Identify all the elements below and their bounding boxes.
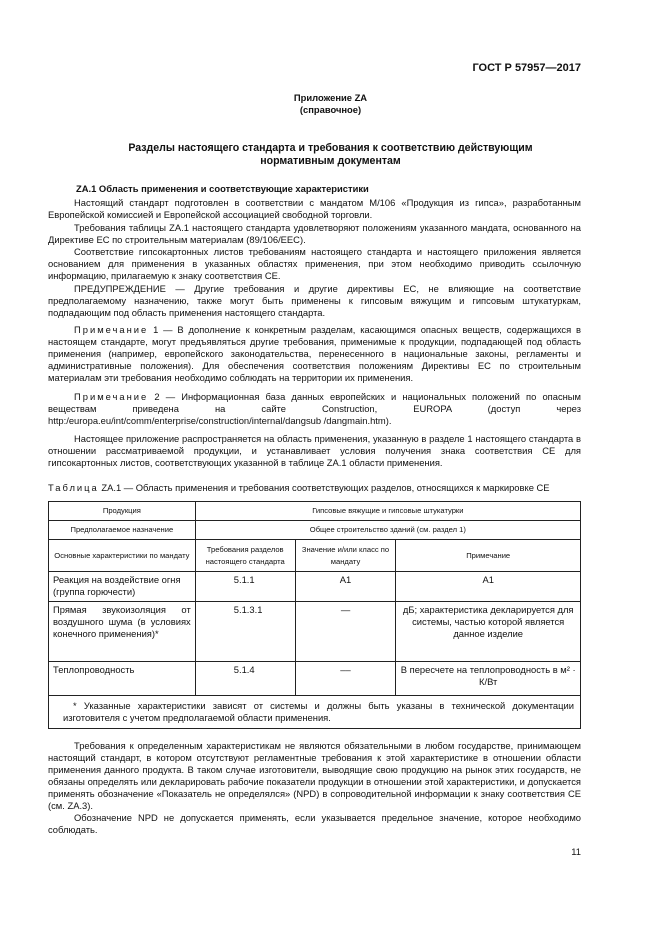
paragraph-mandate: Настоящий стандарт подготовлен в соответствии с мандатом М/106 «Продукция из гипса», разработанным Европейской комиссией и Европейской ассоциацией свободной торговли. xyxy=(48,197,581,220)
table-row xyxy=(49,572,581,602)
table-row-product xyxy=(49,502,581,521)
row-value: –– xyxy=(295,662,396,696)
use-value-cell: Общее строительство зданий (см. раздел 1) xyxy=(195,521,580,540)
table-row xyxy=(49,662,581,696)
row-note: А1 xyxy=(396,572,581,602)
row-note: дБ; характеристика декларируется для системы, частью которой является данное изделие xyxy=(396,602,581,662)
paragraph-npd: Обозначение NPD не допускается применять, если указывается предельное значение, которое необходимо соблюдать. xyxy=(48,812,581,835)
appendix-title: Приложение ZA xyxy=(293,92,368,103)
use-label-cell: Предполагаемое назначение xyxy=(49,521,196,540)
appendix-subtitle: (справочное) xyxy=(299,104,362,115)
table-footnote: * Указанные характеристики зависят от системы и должны быть указаны в технической документации изготовителя с учетом предполагаемой области применения. xyxy=(49,696,581,729)
standard-code: ГОСТ Р 57957—2017 xyxy=(472,62,581,74)
row-characteristic: Прямая звукоизоляция от воздушного шума (в условиях конечного применения)* xyxy=(49,602,196,662)
header-value-class: Значение и/или класс по мандату xyxy=(295,540,396,572)
row-section: 5.1.3.1 xyxy=(195,602,295,662)
header-note: Примечание xyxy=(396,540,581,572)
row-section: 5.1.1 xyxy=(195,572,295,602)
section-heading-line2: нормативным документам xyxy=(260,155,401,167)
table-row xyxy=(49,602,581,662)
paragraph-scope: Настоящее приложение распространяется на область применения, указанную в разделе 1 настоящего стандарта в отношении рассматриваемой продукции, и устанавливает условия получения знака соответствия СЕ для гипсокартонных листов, соответствующих указанной в таблице ZA.1 области применения. xyxy=(48,433,581,468)
row-value: — xyxy=(295,602,396,662)
note-1-label: Примечание xyxy=(74,324,149,335)
note-2-label: Примечание xyxy=(74,391,149,402)
table-footnote-row xyxy=(49,696,581,729)
note-1-text: 1 — В дополнение к конкретным разделам, касающимся опасных веществ, содержащихся в настоящем стандарте, могут предъявляться другие требования, применимые к продукции, подпадающей под область применения (например, европейского законодательства, перенесенного в национальные законы, регламенты и административные положения). Для обеспечения соответствия положениям Директивы ЕС по строительным материалам эти требования необходимо соблюдать на территории их применения. xyxy=(48,324,581,383)
row-characteristic: Реакция на воздействие огня (группа горючести) xyxy=(49,572,196,602)
row-characteristic: Теплопроводность xyxy=(49,662,196,696)
product-value-cell: Гипсовые вяжущие и гипсовые штукатурки xyxy=(195,502,580,521)
ce-marking-table xyxy=(48,501,581,729)
row-section: 5.1.4 xyxy=(195,662,295,696)
section-heading xyxy=(48,142,613,168)
note-1 xyxy=(48,324,581,384)
subsection-title: ZA.1 Область применения и соответствующие характеристики xyxy=(76,183,369,194)
table-header-row xyxy=(49,540,581,572)
table-caption-label: Таблица xyxy=(48,482,99,493)
paragraph-conformity: Соответствие гипсокартонных листов требованиям настоящего стандарта и настоящего приложения является основанием для применения в указанных областях применения, при этом необходимо приводить ссылочную информацию, прилагаемую к знаку соответствия СЕ. xyxy=(48,246,581,281)
row-note: В пересчете на теплопроводность в м² · К/Вт xyxy=(396,662,581,696)
paragraph-optional-requirements: Требования к определенным характеристикам не являются обязательными в любом государстве, принимающем настоящий стандарт, в котором отсутствуют регламентные требования к этой характеристике в отношении области применения данного продукта. В таком случае изготовители, выводящие свою продукцию на рынок этих государств, не обязаны определять или декларировать рабочие показатели продукции в отношении этой характеристики, и допускается применять обозначение «Показатель не определялся» (NPD) в сопроводительной информации к знаку соответствия СЕ (см. ZA.3). xyxy=(48,740,581,811)
note-2 xyxy=(48,391,581,427)
product-label-cell: Продукция xyxy=(49,502,196,521)
paragraph-table-requirements: Требования таблицы ZA.1 настоящего стандарта удовлетворяют положениям указанного мандата, основанного на Директиве ЕС по строительным материалам (89/106/ЕЕС). xyxy=(48,222,581,245)
table-caption-text: ZA.1 — Область применения и требования соответствующих разделов, относящихся к маркировке СЕ xyxy=(98,482,550,493)
note-2-text: 2 — Информационная база данных европейских и национальных положений по опасным веществам приведена на сайте Construction, EUROPA (доступ через http:/europa.eu/int/comm/enterprise/construction/internal/dangsub /dangmain.htm). xyxy=(48,391,581,426)
row-value: А1 xyxy=(295,572,396,602)
header-characteristics: Основные характеристики по мандату xyxy=(49,540,196,572)
section-heading-line1: Разделы настоящего стандарта и требования к соответствию действующим xyxy=(128,142,533,154)
table-caption xyxy=(48,482,588,494)
paragraph-warning: ПРЕДУПРЕЖДЕНИЕ — Другие требования и другие директивы ЕС, не влияющие на соответствие предполагаемому назначению, также могут быть применены к гипсовым вяжущим и гипсовым штукатуркам, подпадающим под область применения настоящего стандарта. xyxy=(48,283,581,318)
page-number: 11 xyxy=(571,846,581,857)
header-standard-sections: Требования разделов настоящего стандарта xyxy=(195,540,295,572)
table-row-intended-use xyxy=(49,521,581,540)
